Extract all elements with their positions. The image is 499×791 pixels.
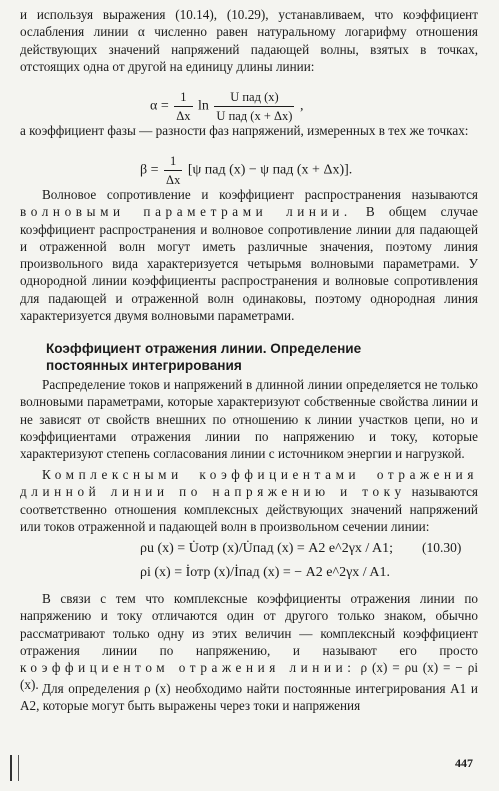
paragraph-1: и используя выражения (10.14), (10.29), устанавливаем, что коэффициент ослабления линии α численно равен натуральному логарифму отношения действующих значений напряжений падающей волны, взятых в точках, отстоящих одна от другой на единицу длины линии: <box>20 7 478 74</box>
formula-alpha-lhs: α = <box>150 98 169 114</box>
formula-alpha-frac2 <box>214 88 294 125</box>
paragraph-6-formula: ρ (x) = ρu (x) = − ρi (x). <box>20 660 478 693</box>
formula-alpha-frac2-den: U пад (x + Δx) <box>216 109 293 123</box>
section-heading-line1: Коэффициент отражения линии. Определение <box>46 341 362 356</box>
paragraph-5-rest: называются соответственно отношения комплексных действующих значений напряжений или токов отраженной и падающей волн в произвольном сечении линии: <box>20 484 478 534</box>
paragraph-5 <box>20 466 478 535</box>
paragraph-6-start: В связи с тем что комплексные коэффициенты отражения линии по напряжению и току отличаются один от другого только знаком, обычно рассматривают только одну из этих величин — комплексный коэффициент отражения линии по напряжению, и называют его просто <box>20 591 478 658</box>
equation-rho-i: ρi (x) = İотр (x)/İпад (x) = − A2 e^2γx / A1. <box>140 565 390 580</box>
margin-mark <box>10 755 19 781</box>
formula-beta-lhs: β = <box>140 162 159 178</box>
formula-alpha-tail: , <box>299 98 304 114</box>
formula-beta-frac-num: 1 <box>164 152 182 171</box>
formula-alpha-frac1-den: Δx <box>176 109 191 123</box>
section-heading-line2: постоянных интегрирования <box>46 358 242 373</box>
paragraph-7: Для определения ρ (x) необходимо найти постоянные интегрирования A1 и A2, которые могут быть выражены через токи и напряжения <box>20 681 478 714</box>
formula-beta-frac <box>164 152 182 189</box>
paragraph-6 <box>20 590 478 694</box>
equation-number: (10.30) <box>422 540 462 555</box>
paragraph-3 <box>20 186 478 324</box>
term-reflection-coefficient: коэффициентом отражения линии: <box>20 660 356 676</box>
term-reflection-coefficients: Комплексными коэффициентами отражения длинной линии по напряжению и току <box>20 467 478 500</box>
formula-beta <box>140 152 352 189</box>
paragraph-3-end: В общем случае коэффициент распространения и волновое сопротивление линии для падающей и отраженной волн могут иметь различные значения, поэтому линия произвольного вида характеризуется четырьмя волновыми параметрами. У однородной линии коэффициенты распространения и волновые сопротивления для падающей и отраженной волн одинаковы, поэтому однородная линия характеризуется двумя волновыми параметрами. <box>20 204 479 324</box>
section-heading <box>46 340 466 374</box>
page-number: 447 <box>455 756 473 770</box>
formula-alpha-frac2-num: U пад (x) <box>214 88 294 107</box>
paragraph-3-start: Волновое сопротивление и коэффициент распространения называются <box>42 187 478 202</box>
formula-beta-rhs: [ψ пад (x) − ψ пад (x + Δx)]. <box>187 162 353 178</box>
paragraph-2: а коэффициент фазы — разности фаз напряжений, измеренных в тех же точках: <box>20 123 469 138</box>
formula-alpha-ln: ln <box>198 98 209 114</box>
term-wave-parameters: волновыми параметрами линии. <box>20 204 352 220</box>
equation-rho-u: ρu (x) = U̇отр (x)/U̇пад (x) = A2 e^2γx / A1; <box>140 541 393 556</box>
paragraph-4: Распределение токов и напряжений в длинной линии определяется не только волновыми параметрами, которые характеризуют собственные свойства линии и не зависят от свойств внешних по отношению к линии участков цепи, но и коэффициентами отражения линии по напряжению и току, которые характеризуют степень согласования линии с источником энергии и нагрузкой. <box>20 377 478 462</box>
formula-alpha-frac1 <box>174 88 192 125</box>
formula-alpha <box>150 88 303 125</box>
formula-beta-frac-den: Δx <box>166 173 181 187</box>
formula-alpha-frac1-num: 1 <box>174 88 192 107</box>
